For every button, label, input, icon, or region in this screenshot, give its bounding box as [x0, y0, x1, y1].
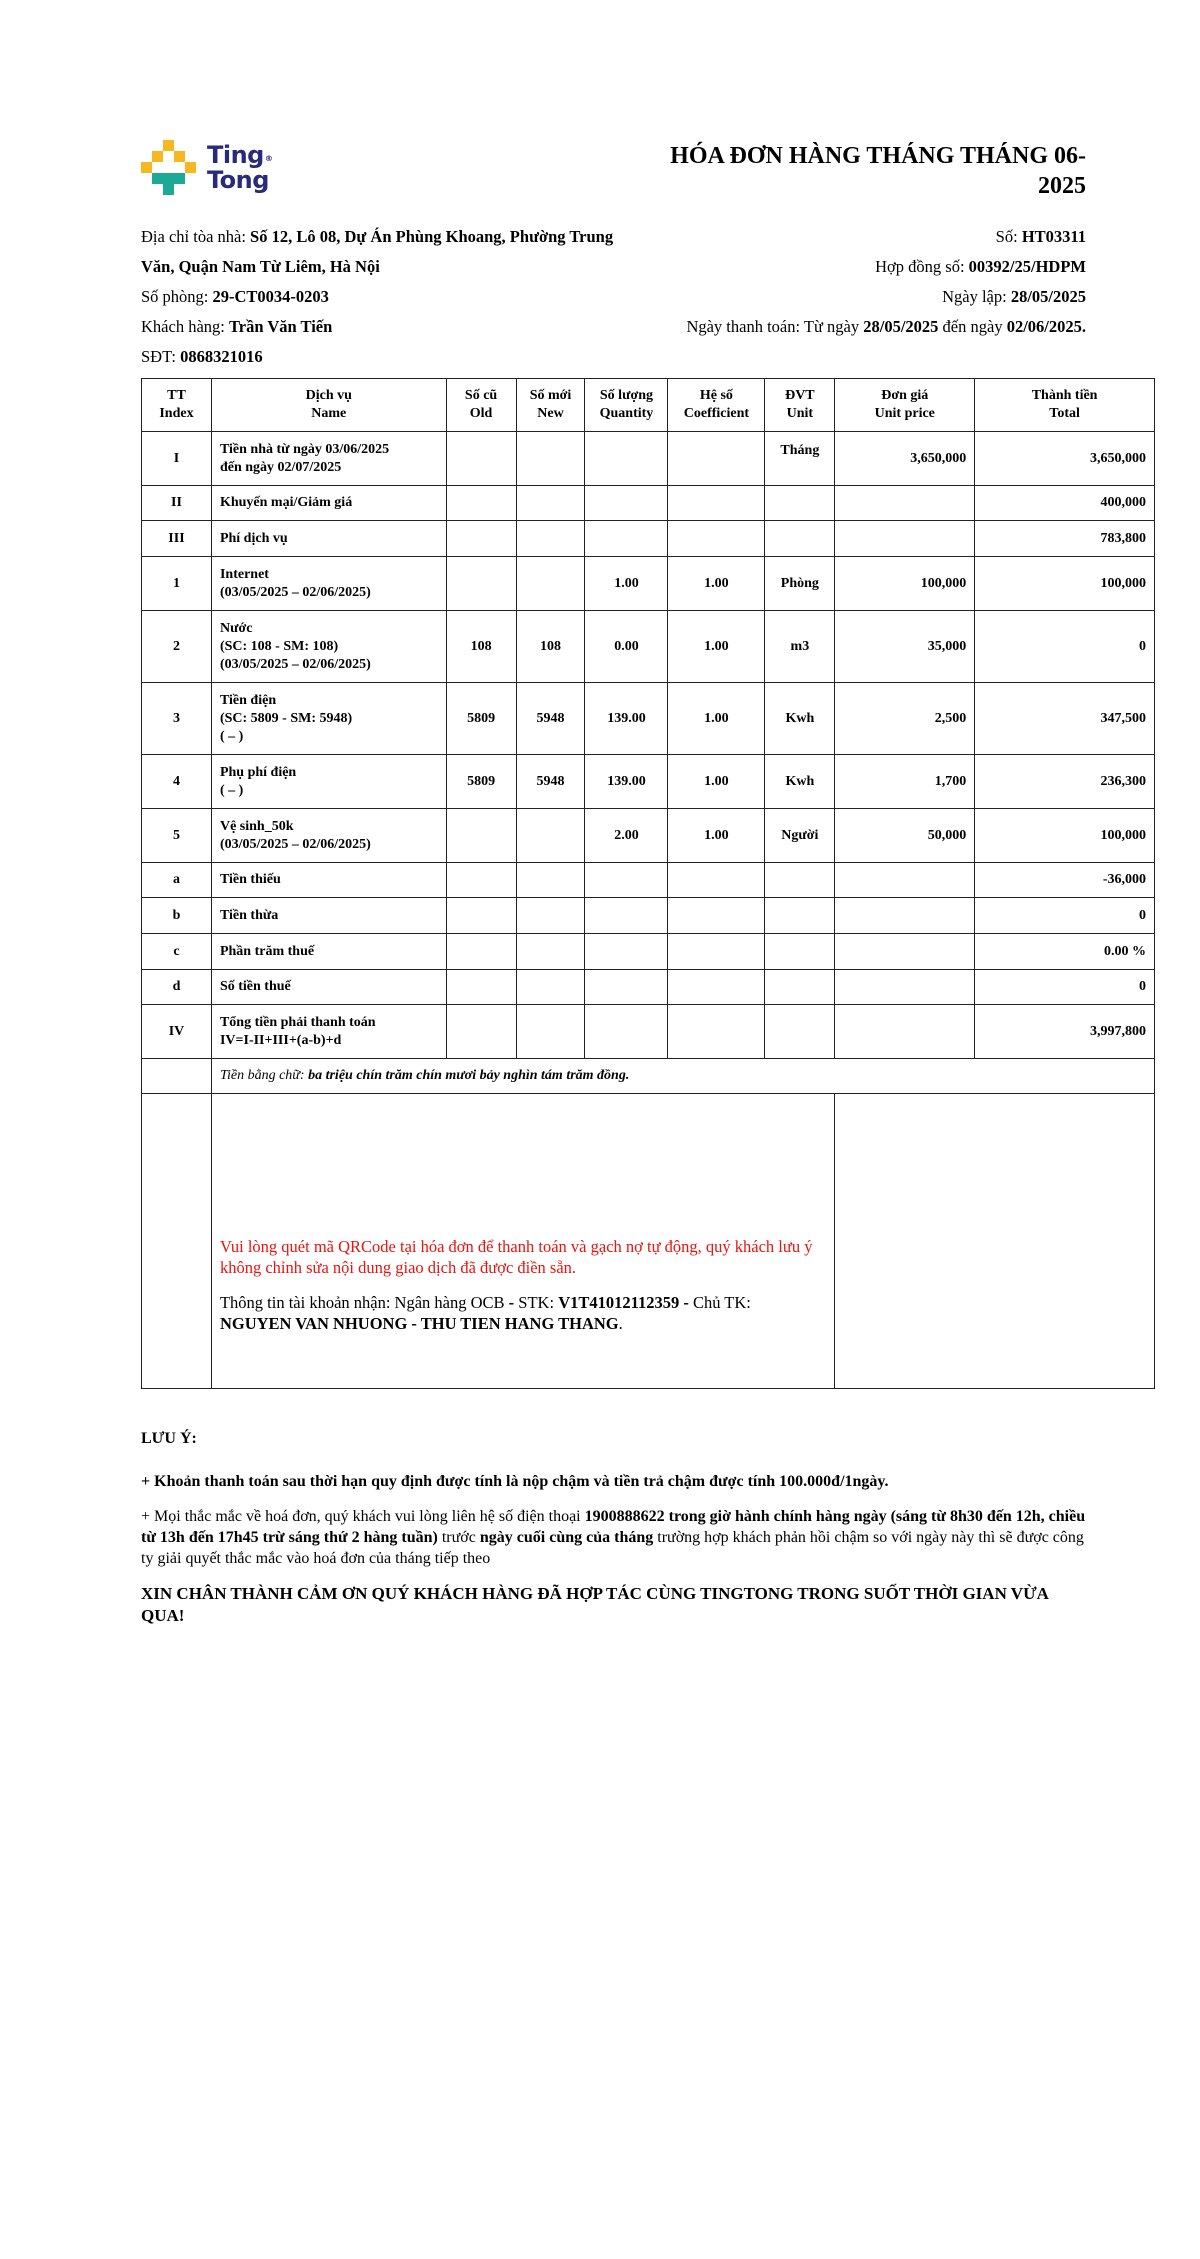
row-unit — [765, 521, 835, 557]
row-quantity: 2.00 — [585, 809, 668, 863]
row-old: 5809 — [446, 683, 516, 755]
row-coefficient: 1.00 — [668, 755, 765, 809]
row-name: Tổng tiền phải thanh toán IV=I-II+III+(a-b)+d — [211, 1005, 446, 1059]
pixel-diamond-icon — [141, 140, 201, 200]
row-quantity — [585, 970, 668, 1005]
row-unit-price: 1,700 — [835, 755, 975, 809]
row-new: 5948 — [516, 683, 585, 755]
row-total: 3,650,000 — [975, 432, 1155, 486]
row-quantity — [585, 898, 668, 934]
invoice-meta — [526, 222, 1086, 342]
row-new: 108 — [516, 611, 585, 683]
row-unit-price — [835, 898, 975, 934]
row-name: Internet (03/05/2025 – 02/06/2025) — [211, 557, 446, 611]
row-old — [446, 486, 516, 521]
row-unit — [765, 898, 835, 934]
amount-in-words-row — [142, 1059, 1155, 1094]
invoice-title: HÓA ĐƠN HÀNG THÁNG THÁNG 06-2025 — [670, 143, 1086, 199]
row-unit-price: 3,650,000 — [835, 432, 975, 486]
thank-you-message: XIN CHÂN THÀNH CẢM ƠN QUÝ KHÁCH HÀNG ĐÃ HỢP TÁC CÙNG TINGTONG TRONG SUỐT THỜI GIAN VỪA QUA! — [141, 1584, 1048, 1625]
row-coefficient — [668, 934, 765, 970]
row-quantity: 1.00 — [585, 557, 668, 611]
row-name: Tiền thừa — [211, 898, 446, 934]
building-address: Địa chỉ tòa nhà: Số 12, Lô 08, Dự Án Phùng Khoang, Phường Trung Văn, Quận Nam Từ Liêm, Hà Nội — [141, 227, 614, 276]
row-coefficient: 1.00 — [668, 683, 765, 755]
row-total: 3,997,800 — [975, 1005, 1155, 1059]
row-coefficient — [668, 898, 765, 934]
row-unit: Phòng — [765, 557, 835, 611]
late-payment-note: + Khoản thanh toán sau thời hạn quy định được tính là nộp chậm và tiền trả chậm được tính 100.000đ/1ngày. — [141, 1473, 889, 1490]
row-index: 2 — [142, 611, 212, 683]
payment-row — [142, 1094, 1155, 1389]
row-unit: m3 — [765, 611, 835, 683]
table-row — [142, 970, 1155, 1005]
invoice-number: Số: HT03311 — [995, 227, 1086, 246]
row-coefficient — [668, 486, 765, 521]
row-name: Tiền nhà từ ngày 03/06/2025 đến ngày 02/07/2025 — [211, 432, 446, 486]
row-unit: Kwh — [765, 683, 835, 755]
row-name: Tiền thiếu — [211, 863, 446, 898]
table-row — [142, 755, 1155, 809]
row-unit-price — [835, 486, 975, 521]
notes-section — [141, 1428, 1091, 1641]
row-name: Khuyến mại/Giảm giá — [211, 486, 446, 521]
row-total: -36,000 — [975, 863, 1155, 898]
row-unit — [765, 863, 835, 898]
qr-code-area — [835, 1094, 1155, 1389]
row-index: III — [142, 521, 212, 557]
brand-line-2: Tong — [207, 166, 269, 194]
row-index: 5 — [142, 809, 212, 863]
table-row — [142, 863, 1155, 898]
column-header: Hệ số Coefficient — [668, 379, 765, 432]
row-old — [446, 432, 516, 486]
row-unit-price — [835, 863, 975, 898]
row-new — [516, 1005, 585, 1059]
row-old — [446, 1005, 516, 1059]
row-total: 783,800 — [975, 521, 1155, 557]
row-unit — [765, 970, 835, 1005]
row-quantity — [585, 486, 668, 521]
row-index: IV — [142, 1005, 212, 1059]
row-old — [446, 863, 516, 898]
row-index: 1 — [142, 557, 212, 611]
table-row — [142, 432, 1155, 486]
tingtong-logo — [141, 140, 281, 200]
row-index: d — [142, 970, 212, 1005]
row-new — [516, 557, 585, 611]
row-new — [516, 521, 585, 557]
row-unit — [765, 486, 835, 521]
row-total: 236,300 — [975, 755, 1155, 809]
row-unit: Kwh — [765, 755, 835, 809]
contact-note: + Mọi thắc mắc về hoá đơn, quý khách vui lòng liên hệ số điện thoại 1900888622 trong giờ hành chính hàng ngày (sáng từ 8h30 đến 12h, chiều từ 13h đến 17h45 trừ sáng thứ 2 hàng tuần) trước ngày cuối cùng của tháng trường hợp khách phản hồi chậm so với ngày này thì sẽ được công ty giải quyết thắc mắc vào hoá đơn của tháng tiếp theo — [141, 1508, 1086, 1567]
column-header: ĐVT Unit — [765, 379, 835, 432]
row-coefficient — [668, 432, 765, 486]
row-unit — [765, 934, 835, 970]
table-row — [142, 521, 1155, 557]
row-quantity — [585, 934, 668, 970]
row-old — [446, 521, 516, 557]
table-row — [142, 611, 1155, 683]
row-total: 0.00 % — [975, 934, 1155, 970]
table-row — [142, 1005, 1155, 1059]
row-new — [516, 432, 585, 486]
row-total: 0 — [975, 970, 1155, 1005]
amount-in-words: Tiền bằng chữ: ba triệu chín trăm chín mươi bảy nghìn tám trăm đồng. — [211, 1059, 1154, 1094]
row-coefficient: 1.00 — [668, 557, 765, 611]
row-old — [446, 898, 516, 934]
table-row — [142, 809, 1155, 863]
row-old — [446, 970, 516, 1005]
row-unit-price — [835, 970, 975, 1005]
column-header: Thành tiền Total — [975, 379, 1155, 432]
row-coefficient: 1.00 — [668, 809, 765, 863]
row-total: 0 — [975, 611, 1155, 683]
registered-mark: ® — [264, 154, 273, 163]
row-new — [516, 970, 585, 1005]
row-unit-price — [835, 521, 975, 557]
brand-line-1: Ting — [207, 141, 264, 169]
contract-number: Hợp đồng số: 00392/25/HDPM — [875, 257, 1086, 276]
row-total: 100,000 — [975, 809, 1155, 863]
row-index: I — [142, 432, 212, 486]
row-coefficient: 1.00 — [668, 611, 765, 683]
row-index: b — [142, 898, 212, 934]
row-coefficient — [668, 970, 765, 1005]
table-row — [142, 934, 1155, 970]
row-index: II — [142, 486, 212, 521]
row-unit: Tháng — [765, 432, 835, 486]
payment-info-cell — [211, 1094, 834, 1389]
created-date: Ngày lập: 28/05/2025 — [942, 287, 1086, 306]
row-index: c — [142, 934, 212, 970]
row-name: Vệ sinh_50k (03/05/2025 – 02/06/2025) — [211, 809, 446, 863]
row-index: 3 — [142, 683, 212, 755]
invoice-table — [141, 378, 1155, 1389]
table-row — [142, 898, 1155, 934]
table-row — [142, 557, 1155, 611]
row-total: 0 — [975, 898, 1155, 934]
row-old: 5809 — [446, 755, 516, 809]
customer-phone: SĐT: 0868321016 — [141, 347, 263, 366]
qr-notice: Vui lòng quét mã QRCode tại hóa đơn để thanh toán và gạch nợ tự động, quý khách lưu ý không chỉnh sửa nội dung giao dịch đã được điền sẵn. — [219, 1237, 813, 1277]
row-total: 347,500 — [975, 683, 1155, 755]
row-coefficient — [668, 521, 765, 557]
customer-name: Khách hàng: Trần Văn Tiến — [141, 317, 333, 336]
column-header: Số lượng Quantity — [585, 379, 668, 432]
row-old — [446, 809, 516, 863]
table-header-row — [142, 379, 1155, 432]
row-name: Phần trăm thuế — [211, 934, 446, 970]
row-new — [516, 863, 585, 898]
row-quantity: 139.00 — [585, 755, 668, 809]
row-name: Tiền điện (SC: 5809 - SM: 5948) ( – ) — [211, 683, 446, 755]
row-old: 108 — [446, 611, 516, 683]
row-quantity — [585, 432, 668, 486]
row-unit: Người — [765, 809, 835, 863]
row-unit-price: 35,000 — [835, 611, 975, 683]
row-new — [516, 934, 585, 970]
room-number: Số phòng: 29-CT0034-0203 — [141, 287, 329, 306]
column-header: Số mới New — [516, 379, 585, 432]
row-name: Nước (SC: 108 - SM: 108) (03/05/2025 – 02/06/2025) — [211, 611, 446, 683]
brand-name — [207, 143, 272, 193]
row-old — [446, 557, 516, 611]
row-unit-price — [835, 934, 975, 970]
row-name: Phụ phí điện ( – ) — [211, 755, 446, 809]
column-header: Dịch vụ Name — [211, 379, 446, 432]
row-unit-price: 50,000 — [835, 809, 975, 863]
bank-account-info: Thông tin tài khoản nhận: Ngân hàng OCB - STK: V1T41012112359 - Chủ TK: NGUYEN VAN NHUONG - THU TIEN HANG THANG. — [219, 1293, 751, 1333]
row-unit-price — [835, 1005, 975, 1059]
row-unit — [765, 1005, 835, 1059]
table-row — [142, 683, 1155, 755]
row-quantity — [585, 1005, 668, 1059]
row-total: 100,000 — [975, 557, 1155, 611]
row-coefficient — [668, 1005, 765, 1059]
row-unit-price: 2,500 — [835, 683, 975, 755]
column-header: Đơn giá Unit price — [835, 379, 975, 432]
column-header: Số cũ Old — [446, 379, 516, 432]
row-new: 5948 — [516, 755, 585, 809]
row-total: 400,000 — [975, 486, 1155, 521]
row-quantity: 139.00 — [585, 683, 668, 755]
column-header: TT Index — [142, 379, 212, 432]
notes-label: LƯU Ý: — [141, 1430, 197, 1447]
row-quantity — [585, 863, 668, 898]
row-index: 4 — [142, 755, 212, 809]
payment-period: Ngày thanh toán: Từ ngày 28/05/2025 đến ngày 02/06/2025. — [686, 317, 1086, 336]
row-name: Phí dịch vụ — [211, 521, 446, 557]
row-index: a — [142, 863, 212, 898]
table-row — [142, 486, 1155, 521]
row-new — [516, 486, 585, 521]
row-new — [516, 898, 585, 934]
row-name: Số tiền thuế — [211, 970, 446, 1005]
row-quantity: 0.00 — [585, 611, 668, 683]
row-coefficient — [668, 863, 765, 898]
row-quantity — [585, 521, 668, 557]
row-new — [516, 809, 585, 863]
row-unit-price: 100,000 — [835, 557, 975, 611]
row-old — [446, 934, 516, 970]
